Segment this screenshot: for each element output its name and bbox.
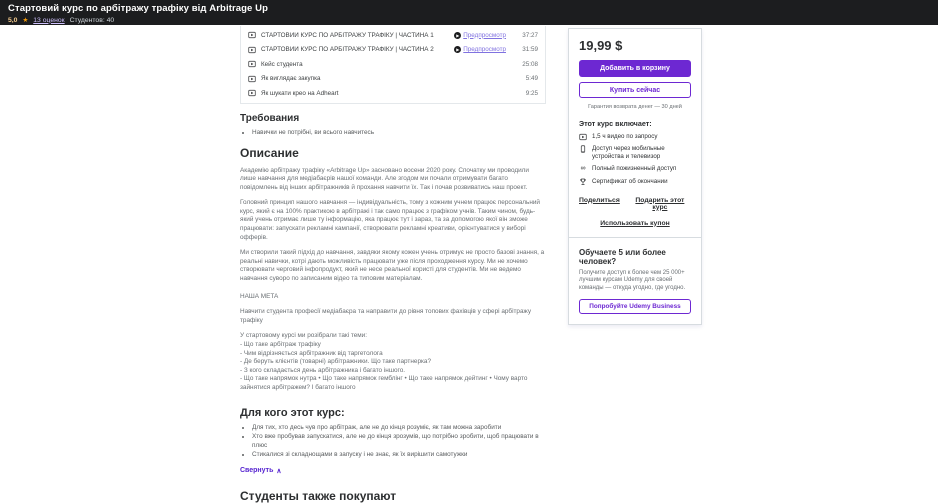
- lecture-row[interactable]: [248, 28, 538, 43]
- goal-text: Навчити студента професії медіабаєра та направити до рівня топових фахівців у сфері арбітражу трафіку: [240, 308, 532, 324]
- lecture-title: СТАРТОВИЙ КУРС ПО АРБІТРАЖУ ТРАФІКУ | ЧАСТИНА 2: [261, 46, 434, 54]
- topics-intro: У стартовому курсі ми розібрали такі теми:: [240, 332, 368, 340]
- chevron-up-icon: ∧: [276, 467, 282, 475]
- lecture-duration: 5:49: [525, 75, 538, 83]
- page-title: Стартовий курс по арбітражу трафіку від Arbitrage Up: [8, 3, 269, 14]
- audience-section: [240, 407, 546, 459]
- audience-item: • Для тих, хто десь чув про арбітраж, але не до кінця розуміє, як там можна заробити: [252, 423, 546, 432]
- video-lecture-icon: [248, 46, 256, 54]
- add-to-cart-button[interactable]: Добавить в корзину: [579, 60, 691, 77]
- certificate-icon: [579, 178, 587, 186]
- course-price: 19,99 $: [579, 38, 623, 53]
- curriculum-list: [240, 26, 546, 104]
- course-meta: [8, 16, 930, 24]
- goal-heading: НАША МЕТА: [240, 292, 279, 300]
- students-count: Студентов: 40: [69, 16, 115, 24]
- topics-list: [240, 332, 546, 392]
- buy-now-button[interactable]: Купить сейчас: [579, 82, 691, 98]
- include-item: [579, 133, 691, 141]
- apply-coupon-button[interactable]: Использовать купон: [600, 219, 670, 227]
- main-content: [240, 26, 546, 503]
- description-section: [240, 146, 546, 393]
- preview-play-icon: ▶: [456, 32, 460, 38]
- video-lecture-icon: [248, 60, 256, 68]
- topic-item: - Чим відрізняється арбітражник від таргетолога: [240, 349, 383, 357]
- lecture-row[interactable]: [248, 86, 538, 101]
- include-text: 1,5 ч видео по запросу: [592, 132, 658, 140]
- description-paragraph: Академію арбітражу трафіку «Arbitrage Up» засновано восени 2020 року. Спочатку ми проводили лише навчання для медіабаєрів нашої команди. Але згодом ми почали отримувати багато повідомлень від інших арбітражників й прохання навчити їх. Так і почав розвиватись наш проект.: [240, 166, 529, 191]
- collapse-label: Свернуть: [240, 467, 274, 475]
- lecture-duration: 31:59: [522, 46, 538, 54]
- description-title: Описание: [240, 145, 299, 160]
- money-back-guarantee: Гарантия возврата денег — 30 дней: [588, 104, 682, 110]
- lecture-row[interactable]: [248, 43, 538, 58]
- collapse-button[interactable]: [240, 467, 282, 475]
- requirements-title: Требования: [240, 112, 300, 124]
- lecture-duration: 25:08: [522, 60, 538, 68]
- share-gift-row: [579, 197, 691, 211]
- students-also-buy-title: Студенты также покупают: [240, 489, 397, 503]
- team-training-box: [579, 248, 691, 315]
- video-lecture-icon: [248, 75, 256, 83]
- include-item: [579, 145, 691, 161]
- lecture-title: Як виглядає закупка: [261, 75, 321, 83]
- lecture-title: Як шукати крео на Adheart: [261, 89, 339, 97]
- rating-value: 5,0: [8, 16, 18, 24]
- share-button[interactable]: Поделиться: [579, 196, 620, 204]
- lecture-duration: 37:27: [522, 31, 538, 39]
- udemy-business-button[interactable]: Попробуйте Udemy Business: [579, 299, 691, 314]
- topic-item: - Де беруть клієнтів (товарні) арбітражники. Що таке партнерка?: [240, 358, 432, 366]
- audience-title: Для кого этот курс:: [240, 406, 345, 419]
- include-text: Доступ через мобильные устройства и телевизор: [592, 145, 665, 160]
- team-training-title: Обучаете 5 или более человек?: [579, 247, 666, 266]
- lecture-title: СТАРТОВИЙ КУРС ПО АРБІТРАЖУ ТРАФІКУ | ЧАСТИНА 1: [261, 31, 434, 39]
- include-text: Полный пожизненный доступ: [592, 165, 677, 173]
- preview-link[interactable]: Предпросмотр: [463, 31, 506, 39]
- include-item: [579, 178, 691, 186]
- star-icon: ★: [22, 17, 29, 24]
- description-paragraph: Головний принцип нашого навчання — індивідуальність, тому з кожним учнем працює персональний курс, який є на 100% практикою в арбітражі і так само працює з графіком учнів. Таким чином, будь-який учень отримає лише ту інформацію, яка працює тут і зараз, та за допомогою якої він зможе працювати: запускати рекламні кампанії, створювати рекламні креативи, орієнтуватися у виборі офферів.: [240, 199, 540, 241]
- divider: [569, 237, 701, 238]
- video-play-icon: [579, 133, 587, 141]
- course-header: [0, 0, 938, 25]
- description-paragraph: Ми створили такий підхід до навчання, завдяки якому кожен учень отримує не просто базові знання, а реальні навички, котрі дають можливість працювати уже після проходження курсу. Ми не хочемо створювати черговий інфопродукт, який не несе реальної користі для студентів. Ми не ведемо навчання суворо по записаним відео та типовим матеріалам.: [240, 249, 545, 283]
- preview-link[interactable]: Предпросмотр: [463, 46, 506, 54]
- topic-item: - Що таке арбітраж трафіку: [240, 341, 321, 348]
- topic-item: - З кого складається день арбітражника і багато іншого.: [240, 366, 406, 374]
- requirements-section: [240, 113, 546, 137]
- lecture-title: Кейс студента: [261, 60, 303, 68]
- include-item: [579, 165, 691, 173]
- topic-item: - Що таке напрямок нутра • Що таке напрямок гемблінг • Що таке напрямок дейтинг • Чому варто зайнятися арбітражем? І багато іншого: [240, 375, 528, 391]
- preview-play-icon: ▶: [456, 47, 460, 53]
- lecture-row[interactable]: [248, 57, 538, 72]
- include-text: Сертификат об окончании: [592, 177, 668, 185]
- audience-item: • Хто вже пробував запускатися, але не до кінця зрозумів, що потрібно зробити, щоб працювати в плюс: [252, 432, 546, 450]
- requirement-item: • Навички не потрібні, ви всього навчитесь: [252, 128, 546, 137]
- infinity-icon: ∞: [580, 165, 586, 173]
- lecture-duration: 9:25: [525, 89, 538, 97]
- team-training-text: Получите доступ к более чем 25 000+ лучшим курсам Udemy для своей команды — откуда угодно, где угодно.: [579, 269, 686, 291]
- gift-course-button[interactable]: Подарить этот курс: [635, 196, 685, 211]
- video-lecture-icon: [248, 89, 256, 97]
- lecture-row[interactable]: [248, 72, 538, 87]
- ratings-count-link[interactable]: 13 оценок: [33, 16, 65, 24]
- audience-item: • Стикалися зі складнощами в запуску і не знає, як їх вирішити самотужки: [252, 450, 546, 459]
- course-includes-title: Этот курс включает:: [579, 119, 652, 128]
- mobile-device-icon: [579, 145, 587, 161]
- video-lecture-icon: [248, 31, 256, 39]
- purchase-card: [568, 28, 702, 325]
